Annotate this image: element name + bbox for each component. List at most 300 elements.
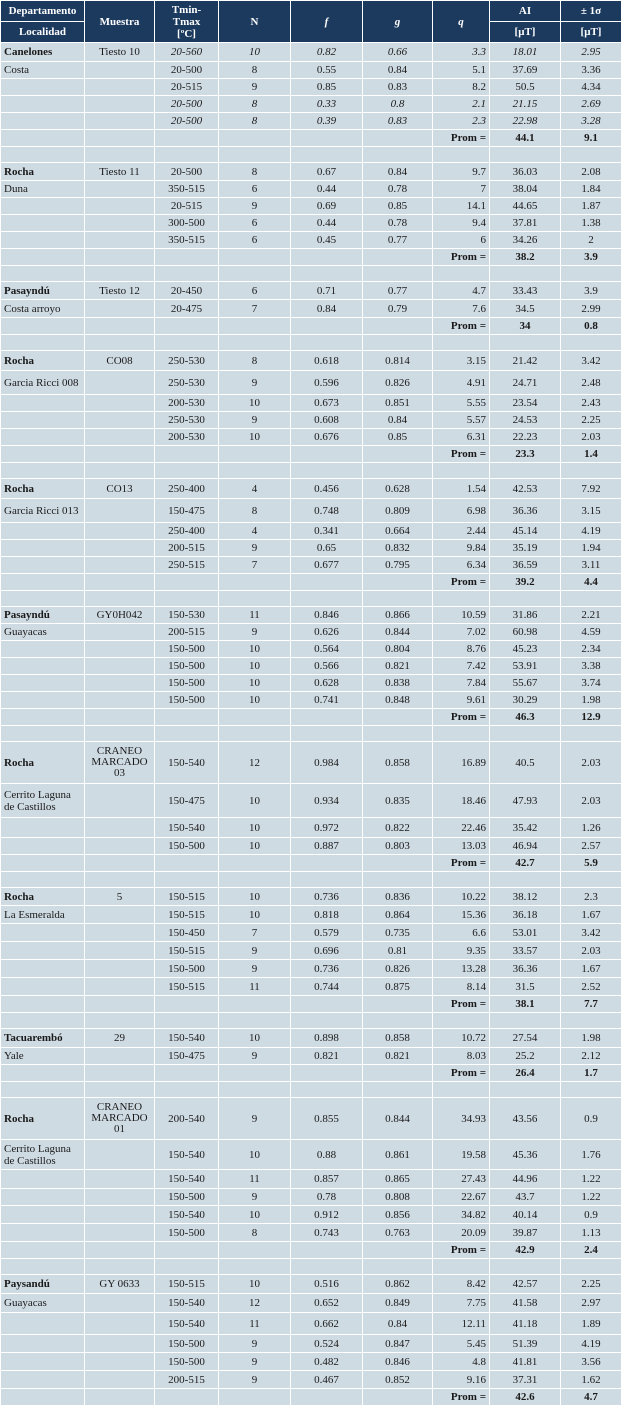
empty-cell bbox=[1, 232, 85, 249]
empty-cell bbox=[363, 726, 433, 742]
empty-cell bbox=[561, 1013, 621, 1029]
header-tmax: Tmax bbox=[173, 16, 201, 28]
table-row bbox=[1, 412, 621, 429]
localidad-cell: Cerrito Laguna de Castillos bbox=[1, 1140, 85, 1170]
table-row bbox=[1, 1206, 621, 1224]
n-cell: 10 bbox=[219, 692, 291, 709]
ai-cell: 34.26 bbox=[490, 232, 561, 249]
prom-label: Prom = bbox=[433, 446, 490, 463]
header-sigma-unit: [μT] bbox=[561, 22, 621, 43]
n-cell: 9 bbox=[219, 942, 291, 960]
empty-cell bbox=[155, 318, 219, 335]
q-cell: 34.93 bbox=[433, 1098, 490, 1140]
q-cell: 1.54 bbox=[433, 479, 490, 499]
empty-cell bbox=[490, 463, 561, 479]
temperature-range-cell: 150-540 bbox=[155, 1140, 219, 1170]
n-cell: 8 bbox=[219, 351, 291, 371]
empty-cell bbox=[490, 335, 561, 351]
g-cell: 0.852 bbox=[363, 1371, 433, 1389]
muestra-cell: CRANEO MARCADO 01 bbox=[85, 1098, 155, 1140]
departamento-cell: Rocha bbox=[1, 742, 85, 784]
f-cell: 0.912 bbox=[291, 1206, 363, 1224]
table-row bbox=[1, 479, 621, 499]
sigma-cell: 3.42 bbox=[561, 924, 621, 942]
empty-cell bbox=[155, 266, 219, 282]
g-cell: 0.83 bbox=[363, 113, 433, 130]
sigma-cell: 2.21 bbox=[561, 607, 621, 624]
g-cell: 0.85 bbox=[363, 198, 433, 215]
n-cell: 9 bbox=[219, 540, 291, 557]
n-cell: 10 bbox=[219, 675, 291, 692]
empty-cell bbox=[155, 335, 219, 351]
n-cell: 6 bbox=[219, 282, 291, 300]
empty-cell bbox=[85, 557, 155, 574]
empty-cell bbox=[85, 960, 155, 978]
n-cell: 6 bbox=[219, 232, 291, 249]
empty-cell bbox=[219, 130, 291, 147]
prom-ai: 44.1 bbox=[490, 130, 561, 147]
empty-cell bbox=[155, 726, 219, 742]
q-cell: 13.28 bbox=[433, 960, 490, 978]
f-cell: 0.579 bbox=[291, 924, 363, 942]
g-cell: 0.851 bbox=[363, 395, 433, 412]
temperature-range-cell: 250-530 bbox=[155, 371, 219, 395]
g-cell: 0.832 bbox=[363, 540, 433, 557]
empty-cell bbox=[1, 523, 85, 540]
table-row bbox=[1, 692, 621, 709]
empty-cell bbox=[561, 726, 621, 742]
g-cell: 0.814 bbox=[363, 351, 433, 371]
empty-cell bbox=[363, 855, 433, 872]
empty-cell bbox=[433, 266, 490, 282]
f-cell: 0.82 bbox=[291, 43, 363, 62]
header-n: N bbox=[219, 1, 291, 43]
table-row bbox=[1, 181, 621, 198]
empty-cell bbox=[1, 591, 85, 607]
departamento-cell: Paysandú bbox=[1, 1275, 85, 1294]
f-cell: 0.934 bbox=[291, 784, 363, 818]
table-row bbox=[1, 499, 621, 523]
header-departamento: Departamento bbox=[1, 1, 85, 22]
header-temperature bbox=[155, 1, 219, 43]
q-cell: 34.82 bbox=[433, 1206, 490, 1224]
empty-cell bbox=[85, 232, 155, 249]
g-cell: 0.821 bbox=[363, 1048, 433, 1065]
ai-cell: 33.43 bbox=[490, 282, 561, 300]
header-tmin: Tmin- bbox=[172, 4, 201, 16]
f-cell: 0.85 bbox=[291, 79, 363, 96]
empty-cell bbox=[85, 709, 155, 726]
g-cell: 0.838 bbox=[363, 675, 433, 692]
empty-cell bbox=[85, 1013, 155, 1029]
q-cell: 9.35 bbox=[433, 942, 490, 960]
prom-row bbox=[1, 318, 621, 335]
ai-cell: 45.23 bbox=[490, 641, 561, 658]
empty-cell bbox=[85, 198, 155, 215]
empty-cell bbox=[1, 335, 85, 351]
f-cell: 0.566 bbox=[291, 658, 363, 675]
empty-cell bbox=[561, 1082, 621, 1098]
empty-cell bbox=[363, 1259, 433, 1275]
empty-cell bbox=[291, 709, 363, 726]
n-cell: 10 bbox=[219, 888, 291, 906]
table-row bbox=[1, 1224, 621, 1242]
empty-cell bbox=[155, 1259, 219, 1275]
prom-row bbox=[1, 996, 621, 1013]
sigma-cell: 3.56 bbox=[561, 1353, 621, 1371]
g-cell: 0.66 bbox=[363, 43, 433, 62]
n-cell: 8 bbox=[219, 163, 291, 181]
ai-cell: 44.65 bbox=[490, 198, 561, 215]
temperature-range-cell: 20-500 bbox=[155, 113, 219, 130]
table-row bbox=[1, 523, 621, 540]
spacer-row bbox=[1, 463, 621, 479]
q-cell: 6.98 bbox=[433, 499, 490, 523]
localidad-cell: Duna bbox=[1, 181, 85, 198]
empty-cell bbox=[433, 463, 490, 479]
f-cell: 0.652 bbox=[291, 1294, 363, 1313]
f-cell: 0.744 bbox=[291, 978, 363, 996]
prom-label: Prom = bbox=[433, 1389, 490, 1406]
sigma-cell: 2.95 bbox=[561, 43, 621, 62]
temperature-range-cell: 150-540 bbox=[155, 1294, 219, 1313]
table-row bbox=[1, 607, 621, 624]
empty-cell bbox=[219, 318, 291, 335]
empty-cell bbox=[1, 130, 85, 147]
empty-cell bbox=[1, 266, 85, 282]
empty-cell bbox=[1, 641, 85, 658]
empty-cell bbox=[85, 1082, 155, 1098]
ai-cell: 51.39 bbox=[490, 1335, 561, 1353]
empty-cell bbox=[155, 872, 219, 888]
f-cell: 0.467 bbox=[291, 1371, 363, 1389]
q-cell: 8.03 bbox=[433, 1048, 490, 1065]
empty-cell bbox=[363, 709, 433, 726]
empty-cell bbox=[155, 249, 219, 266]
empty-cell bbox=[1, 1389, 85, 1406]
empty-cell bbox=[490, 147, 561, 163]
g-cell: 0.78 bbox=[363, 215, 433, 232]
sigma-cell: 2.08 bbox=[561, 163, 621, 181]
localidad-cell: Yale bbox=[1, 1048, 85, 1065]
g-cell: 0.83 bbox=[363, 79, 433, 96]
empty-cell bbox=[219, 335, 291, 351]
empty-cell bbox=[363, 996, 433, 1013]
f-cell: 0.524 bbox=[291, 1335, 363, 1353]
empty-cell bbox=[85, 784, 155, 818]
empty-cell bbox=[291, 726, 363, 742]
temperature-range-cell: 250-515 bbox=[155, 557, 219, 574]
f-cell: 0.743 bbox=[291, 1224, 363, 1242]
g-cell: 0.77 bbox=[363, 282, 433, 300]
q-cell: 2.44 bbox=[433, 523, 490, 540]
sigma-cell: 1.98 bbox=[561, 692, 621, 709]
temperature-range-cell: 20-500 bbox=[155, 96, 219, 113]
sigma-cell: 2 bbox=[561, 232, 621, 249]
empty-cell bbox=[1, 1259, 85, 1275]
ai-cell: 36.03 bbox=[490, 163, 561, 181]
muestra-cell: 29 bbox=[85, 1029, 155, 1048]
ai-cell: 37.69 bbox=[490, 62, 561, 79]
empty-cell bbox=[219, 726, 291, 742]
prom-row bbox=[1, 855, 621, 872]
prom-ai: 23.3 bbox=[490, 446, 561, 463]
empty-cell bbox=[155, 130, 219, 147]
ai-cell: 36.59 bbox=[490, 557, 561, 574]
temperature-range-cell: 150-515 bbox=[155, 906, 219, 924]
empty-cell bbox=[219, 1389, 291, 1406]
f-cell: 0.456 bbox=[291, 479, 363, 499]
g-cell: 0.865 bbox=[363, 1170, 433, 1189]
empty-cell bbox=[561, 463, 621, 479]
ai-cell: 46.94 bbox=[490, 838, 561, 855]
sigma-cell: 1.87 bbox=[561, 198, 621, 215]
sigma-cell: 1.84 bbox=[561, 181, 621, 198]
temperature-range-cell: 150-475 bbox=[155, 784, 219, 818]
sigma-cell: 2.52 bbox=[561, 978, 621, 996]
empty-cell bbox=[433, 1013, 490, 1029]
sigma-cell: 2.3 bbox=[561, 888, 621, 906]
prom-ai: 46.3 bbox=[490, 709, 561, 726]
f-cell: 0.887 bbox=[291, 838, 363, 855]
temperature-range-cell: 150-500 bbox=[155, 1353, 219, 1371]
prom-row bbox=[1, 709, 621, 726]
q-cell: 7.75 bbox=[433, 1294, 490, 1313]
empty-cell bbox=[1, 215, 85, 232]
temperature-range-cell: 150-500 bbox=[155, 692, 219, 709]
temperature-range-cell: 150-540 bbox=[155, 1206, 219, 1224]
g-cell: 0.844 bbox=[363, 624, 433, 641]
empty-cell bbox=[219, 591, 291, 607]
departamento-cell: Canelones bbox=[1, 43, 85, 62]
empty-cell bbox=[85, 872, 155, 888]
q-cell: 7 bbox=[433, 181, 490, 198]
empty-cell bbox=[1, 1313, 85, 1335]
ai-cell: 18.01 bbox=[490, 43, 561, 62]
header-ai-unit: [μT] bbox=[490, 22, 561, 43]
ai-cell: 37.31 bbox=[490, 1371, 561, 1389]
empty-cell bbox=[85, 818, 155, 838]
empty-cell bbox=[291, 266, 363, 282]
empty-cell bbox=[219, 996, 291, 1013]
ai-cell: 31.5 bbox=[490, 978, 561, 996]
empty-cell bbox=[85, 1224, 155, 1242]
empty-cell bbox=[219, 1013, 291, 1029]
empty-cell bbox=[291, 463, 363, 479]
g-cell: 0.808 bbox=[363, 1189, 433, 1206]
table-row bbox=[1, 429, 621, 446]
sigma-cell: 1.94 bbox=[561, 540, 621, 557]
table-row bbox=[1, 1029, 621, 1048]
q-cell: 8.14 bbox=[433, 978, 490, 996]
empty-cell bbox=[1, 924, 85, 942]
prom-sigma: 4.7 bbox=[561, 1389, 621, 1406]
empty-cell bbox=[433, 1082, 490, 1098]
q-cell: 6 bbox=[433, 232, 490, 249]
empty-cell bbox=[1, 978, 85, 996]
empty-cell bbox=[363, 130, 433, 147]
empty-cell bbox=[1, 463, 85, 479]
ai-cell: 53.91 bbox=[490, 658, 561, 675]
empty-cell bbox=[561, 591, 621, 607]
ai-cell: 47.93 bbox=[490, 784, 561, 818]
spacer-row bbox=[1, 147, 621, 163]
sigma-cell: 3.9 bbox=[561, 282, 621, 300]
g-cell: 0.846 bbox=[363, 1353, 433, 1371]
empty-cell bbox=[1, 872, 85, 888]
sigma-cell: 3.15 bbox=[561, 499, 621, 523]
ai-cell: 35.19 bbox=[490, 540, 561, 557]
q-cell: 22.67 bbox=[433, 1189, 490, 1206]
g-cell: 0.84 bbox=[363, 163, 433, 181]
sigma-cell: 1.22 bbox=[561, 1170, 621, 1189]
n-cell: 10 bbox=[219, 1206, 291, 1224]
g-cell: 0.836 bbox=[363, 888, 433, 906]
header-sigma: ± 1σ bbox=[561, 1, 621, 22]
ai-cell: 41.81 bbox=[490, 1353, 561, 1371]
empty-cell bbox=[155, 1389, 219, 1406]
empty-cell bbox=[1, 726, 85, 742]
empty-cell bbox=[85, 591, 155, 607]
empty-cell bbox=[363, 591, 433, 607]
n-cell: 10 bbox=[219, 784, 291, 818]
spacer-row bbox=[1, 726, 621, 742]
f-cell: 0.65 bbox=[291, 540, 363, 557]
empty-cell bbox=[85, 1294, 155, 1313]
empty-cell bbox=[1, 1170, 85, 1189]
temperature-range-cell: 150-475 bbox=[155, 1048, 219, 1065]
table-row bbox=[1, 1371, 621, 1389]
header-f: f bbox=[291, 1, 363, 43]
empty-cell bbox=[291, 1065, 363, 1082]
empty-cell bbox=[1, 855, 85, 872]
empty-cell bbox=[363, 1389, 433, 1406]
temperature-range-cell: 200-530 bbox=[155, 395, 219, 412]
temperature-range-cell: 150-530 bbox=[155, 607, 219, 624]
empty-cell bbox=[291, 446, 363, 463]
empty-cell bbox=[363, 1065, 433, 1082]
empty-cell bbox=[85, 675, 155, 692]
ai-cell: 22.23 bbox=[490, 429, 561, 446]
sigma-cell: 4.59 bbox=[561, 624, 621, 641]
f-cell: 0.855 bbox=[291, 1098, 363, 1140]
prom-ai: 42.6 bbox=[490, 1389, 561, 1406]
departamento-cell: Rocha bbox=[1, 888, 85, 906]
temperature-range-cell: 150-515 bbox=[155, 888, 219, 906]
header-muestra: Muestra bbox=[85, 1, 155, 43]
empty-cell bbox=[1, 709, 85, 726]
sigma-cell: 2.99 bbox=[561, 300, 621, 318]
temperature-range-cell: 150-540 bbox=[155, 1313, 219, 1335]
empty-cell bbox=[85, 1065, 155, 1082]
empty-cell bbox=[291, 855, 363, 872]
sigma-cell: 3.28 bbox=[561, 113, 621, 130]
localidad-cell: Costa arroyo bbox=[1, 300, 85, 318]
sigma-cell: 1.98 bbox=[561, 1029, 621, 1048]
empty-cell bbox=[1, 574, 85, 591]
ai-cell: 22.98 bbox=[490, 113, 561, 130]
departamento-cell: Rocha bbox=[1, 351, 85, 371]
prom-row bbox=[1, 130, 621, 147]
empty-cell bbox=[291, 318, 363, 335]
f-cell: 0.482 bbox=[291, 1353, 363, 1371]
f-cell: 0.44 bbox=[291, 181, 363, 198]
ai-cell: 30.29 bbox=[490, 692, 561, 709]
sigma-cell: 1.62 bbox=[561, 1371, 621, 1389]
f-cell: 0.676 bbox=[291, 429, 363, 446]
temperature-range-cell: 200-515 bbox=[155, 624, 219, 641]
n-cell: 6 bbox=[219, 181, 291, 198]
sigma-cell: 1.67 bbox=[561, 906, 621, 924]
empty-cell bbox=[291, 1013, 363, 1029]
temperature-range-cell: 150-500 bbox=[155, 1224, 219, 1242]
empty-cell bbox=[1, 1371, 85, 1389]
q-cell: 8.76 bbox=[433, 641, 490, 658]
empty-cell bbox=[363, 1082, 433, 1098]
prom-label: Prom = bbox=[433, 318, 490, 335]
temperature-range-cell: 20-515 bbox=[155, 79, 219, 96]
q-cell: 8.2 bbox=[433, 79, 490, 96]
empty-cell bbox=[219, 1065, 291, 1082]
table-row bbox=[1, 215, 621, 232]
table-row bbox=[1, 1170, 621, 1189]
q-cell: 10.22 bbox=[433, 888, 490, 906]
spacer-row bbox=[1, 335, 621, 351]
empty-cell bbox=[1, 147, 85, 163]
empty-cell bbox=[490, 1013, 561, 1029]
empty-cell bbox=[85, 412, 155, 429]
muestra-cell: GY0H042 bbox=[85, 607, 155, 624]
prom-sigma: 12.9 bbox=[561, 709, 621, 726]
n-cell: 7 bbox=[219, 924, 291, 942]
empty-cell bbox=[363, 872, 433, 888]
sigma-cell: 3.36 bbox=[561, 62, 621, 79]
sigma-cell: 2.97 bbox=[561, 1294, 621, 1313]
empty-cell bbox=[85, 96, 155, 113]
empty-cell bbox=[85, 335, 155, 351]
n-cell: 4 bbox=[219, 523, 291, 540]
empty-cell bbox=[85, 641, 155, 658]
q-cell: 8.42 bbox=[433, 1275, 490, 1294]
ai-cell: 45.36 bbox=[490, 1140, 561, 1170]
n-cell: 8 bbox=[219, 62, 291, 79]
q-cell: 3.15 bbox=[433, 351, 490, 371]
q-cell: 6.34 bbox=[433, 557, 490, 574]
table-row bbox=[1, 1275, 621, 1294]
n-cell: 11 bbox=[219, 1313, 291, 1335]
empty-cell bbox=[1, 79, 85, 96]
q-cell: 7.6 bbox=[433, 300, 490, 318]
empty-cell bbox=[490, 726, 561, 742]
muestra-cell: 5 bbox=[85, 888, 155, 906]
empty-cell bbox=[85, 181, 155, 198]
table-row bbox=[1, 1335, 621, 1353]
prom-sigma: 9.1 bbox=[561, 130, 621, 147]
q-cell: 13.03 bbox=[433, 838, 490, 855]
table-row bbox=[1, 978, 621, 996]
temperature-range-cell: 150-450 bbox=[155, 924, 219, 942]
n-cell: 7 bbox=[219, 300, 291, 318]
empty-cell bbox=[291, 1242, 363, 1259]
g-cell: 0.664 bbox=[363, 523, 433, 540]
sigma-cell: 2.69 bbox=[561, 96, 621, 113]
ai-cell: 24.71 bbox=[490, 371, 561, 395]
ai-cell: 42.57 bbox=[490, 1275, 561, 1294]
spacer-row bbox=[1, 1013, 621, 1029]
empty-cell bbox=[85, 906, 155, 924]
table-row bbox=[1, 1140, 621, 1170]
q-cell: 5.1 bbox=[433, 62, 490, 79]
